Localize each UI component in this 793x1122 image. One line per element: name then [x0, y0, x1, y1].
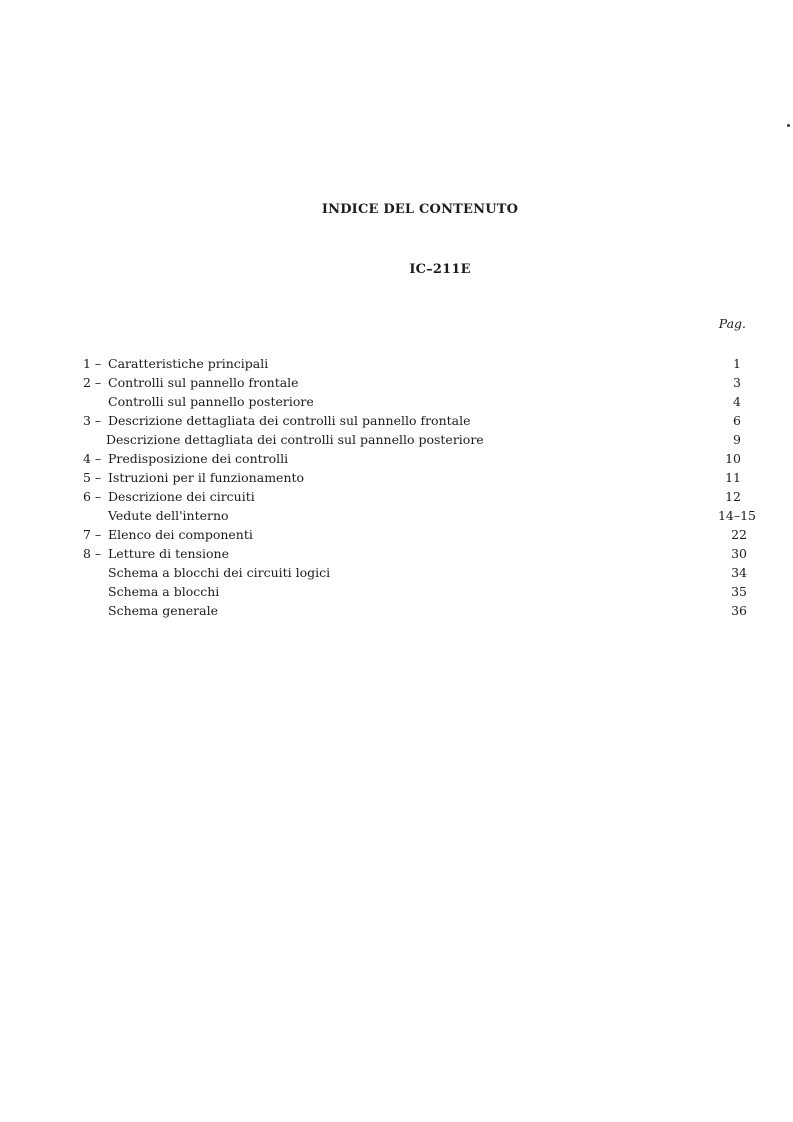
toc-entry-number: 7 – — [83, 527, 102, 542]
toc-entry-label: Vedute dell'interno — [108, 508, 229, 523]
toc-entry-label: Elenco dei componenti — [108, 527, 253, 542]
toc-entry-page: 11 — [725, 470, 741, 485]
toc-entry-number: 2 – — [83, 375, 102, 390]
toc-entry — [0, 451, 793, 470]
toc-entry-number: 8 – — [83, 546, 102, 561]
toc-entry — [0, 470, 793, 489]
toc-entry-page: 14–15 — [717, 508, 756, 523]
toc-entry-label: Predisposizione dei controlli — [108, 451, 289, 466]
toc-entry-label: Descrizione dei circuiti — [108, 489, 255, 504]
toc-entry — [0, 584, 793, 603]
toc-entry-number: 4 – — [83, 451, 102, 466]
toc-entry — [0, 489, 793, 508]
page-column-header: Pag. — [718, 316, 746, 331]
toc-entry-page: 9 — [733, 432, 741, 447]
toc-entry-page: 36 — [731, 603, 747, 618]
toc-entry — [0, 413, 793, 432]
model-name: IC–211E — [409, 262, 471, 277]
toc-entry-page: 22 — [731, 527, 747, 542]
toc-entry — [0, 375, 793, 394]
toc-entry-label: Descrizione dettagliata dei controlli sul pannello posteriore — [106, 432, 484, 447]
toc-entry-page: 30 — [731, 546, 747, 561]
toc-entry-label: Controlli sul pannello frontale — [108, 375, 299, 390]
toc-entry — [0, 432, 793, 451]
toc-entry-label: Schema a blocchi — [108, 584, 220, 599]
toc-entry-number: 1 – — [83, 356, 102, 371]
toc-entry-number: 5 – — [83, 470, 102, 485]
toc-entry — [0, 394, 793, 413]
toc-entry-page: 10 — [725, 451, 741, 466]
toc-entry-page: 3 — [733, 375, 741, 390]
toc-entry-label: Schema generale — [108, 603, 218, 618]
document-title: INDICE DEL CONTENUTO — [321, 202, 519, 217]
toc-entry-page: 34 — [731, 565, 747, 580]
toc-entry-label: Descrizione dettagliata dei controlli sul pannello frontale — [108, 413, 471, 428]
toc-entry-label: Istruzioni per il funzionamento — [108, 470, 305, 485]
toc-entry — [0, 356, 793, 375]
toc-entry-page: 4 — [733, 394, 741, 409]
scan-speck — [787, 124, 790, 127]
toc-entry-label: Caratteristiche principali — [108, 356, 269, 371]
toc-entry-number: 6 – — [83, 489, 102, 504]
toc-entry — [0, 565, 793, 584]
toc-entry — [0, 527, 793, 546]
toc-entry — [0, 508, 793, 527]
toc-entry — [0, 546, 793, 565]
toc-entry-page: 12 — [725, 489, 741, 504]
toc-entry-label: Schema a blocchi dei circuiti logici — [108, 565, 331, 580]
toc-entry-page: 1 — [733, 356, 741, 371]
toc-entry-label: Letture di tensione — [108, 546, 229, 561]
toc-entry-label: Controlli sul pannello posteriore — [108, 394, 314, 409]
toc-entry — [0, 603, 793, 622]
toc-entry-page: 35 — [731, 584, 747, 599]
toc-entry-page: 6 — [733, 413, 741, 428]
toc-entry-number: 3 – — [83, 413, 102, 428]
